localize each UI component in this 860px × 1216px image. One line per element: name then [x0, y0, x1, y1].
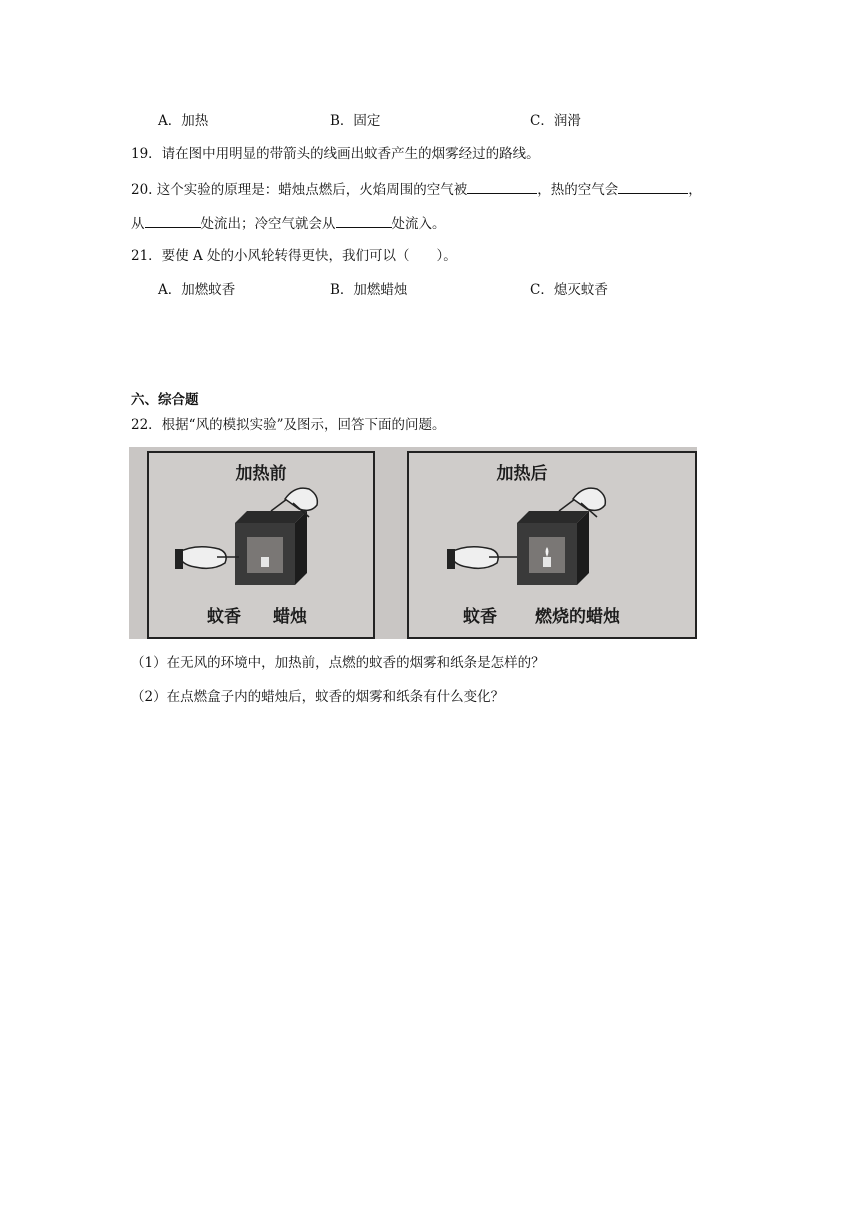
after-heating-panel — [407, 451, 697, 639]
q20-text-1: 20. 这个实验的原理是：蜡烛点燃后，火焰周围的空气被 — [131, 182, 468, 198]
panel-title: 加热后 — [496, 464, 548, 484]
q20-text-3: ， — [688, 182, 702, 198]
question-21: 21．要使 A 处的小风轮转得更快，我们可以（ ）。 — [131, 248, 457, 264]
question-20-line2 — [131, 213, 446, 233]
mosquito-coil-label: 蚊香 — [463, 607, 497, 627]
q21-option-c: C．熄灭蚊香 — [530, 282, 608, 298]
q20-text-5: 处流出；冷空气就会从 — [200, 216, 336, 232]
q20-text-2: ，热的空气会 — [537, 182, 619, 198]
question-19: 19．请在图中用明显的带箭头的线画出蚊香产生的烟雾经过的路线。 — [131, 146, 540, 162]
burning-candle-label: 燃烧的蜡烛 — [535, 607, 620, 627]
question-22: 22．根据“风的模拟实验”及图示，回答下面的问题。 — [131, 417, 446, 433]
answer-blank[interactable] — [618, 179, 688, 194]
box-illustration — [149, 453, 373, 637]
mosquito-coil-label: 蚊香 — [207, 607, 241, 627]
q20-text-6: 处流入。 — [391, 216, 446, 232]
q18-option-b: B．固定 — [330, 113, 381, 129]
section-heading: 六、综合题 — [131, 392, 199, 408]
q21-option-a: A．加燃蚊香 — [158, 282, 236, 298]
sub-question-2: （2）在点燃盒子内的蜡烛后，蚊香的烟雾和纸条有什么变化？ — [131, 689, 505, 705]
answer-blank[interactable] — [145, 213, 201, 228]
answer-blank[interactable] — [336, 213, 392, 228]
answer-blank[interactable] — [467, 179, 537, 194]
question-20-line1 — [131, 179, 702, 199]
q18-option-a: A．加热 — [158, 113, 209, 129]
sub-question-1: （1）在无风的环境中，加热前，点燃的蚊香的烟雾和纸条是怎样的？ — [131, 655, 545, 671]
q20-text-4: 从 — [131, 216, 145, 232]
panel-title: 加热前 — [235, 464, 287, 484]
experiment-figure — [129, 447, 697, 639]
q21-option-b: B．加燃蜡烛 — [330, 282, 408, 298]
q18-option-c: C．润滑 — [530, 113, 581, 129]
candle-label: 蜡烛 — [273, 607, 307, 627]
before-heating-panel — [147, 451, 375, 639]
